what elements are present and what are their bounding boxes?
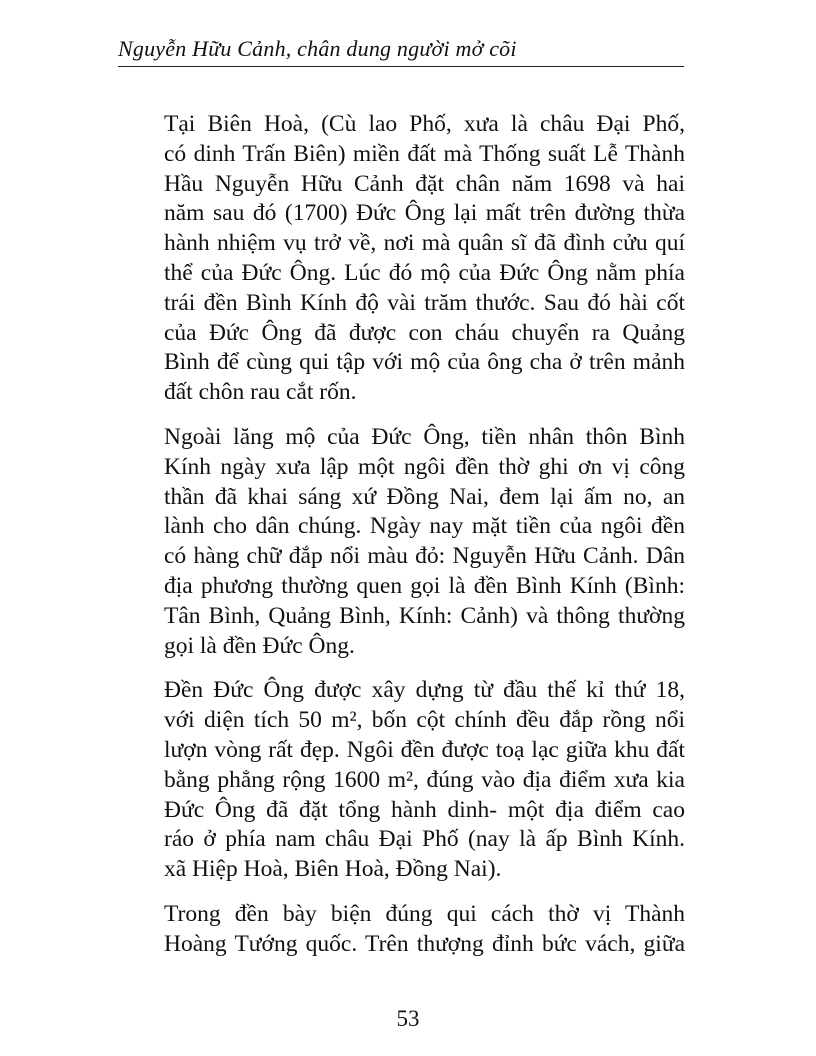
text-line: xã Hiệp Hoà, Biên Hoà, Đồng Nai). <box>164 856 502 883</box>
text-line: Bình để cùng qui tập với mộ của ông cha ở trên mảnh <box>164 349 685 376</box>
running-header: Nguyễn Hữu Cảnh, chân dung người mở cõi <box>118 36 517 61</box>
text-line: trái đền Bình Kính độ vài trăm thước. Sau đó hài cốt <box>164 289 685 316</box>
text-line: địa phương thường quen gọi là đền Bình Kính (Bình: <box>164 572 685 599</box>
text-line: ráo ở phía nam châu Đại Phố (nay là ấp Bình Kính. <box>164 826 685 853</box>
paragraph <box>150 110 685 408</box>
header-rule <box>118 66 684 67</box>
text-line: có dinh Trấn Biên) miền đất mà Thống suất Lễ Thành <box>164 140 685 167</box>
text-line: bằng phẳng rộng 1600 m², đúng vào địa điểm xưa kia <box>164 766 685 793</box>
text-line: Đức Ông đã đặt tổng hành dinh- một địa điểm cao <box>164 796 685 823</box>
text-line: Trong đền bày biện đúng qui cách thờ vị Thành <box>164 900 685 927</box>
text-line: lượn vòng rất đẹp. Ngôi đền được toạ lạc giữa khu đất <box>164 736 685 763</box>
text-line: có hàng chữ đắp nổi màu đỏ: Nguyễn Hữu Cảnh. Dân <box>164 543 685 570</box>
text-line: gọi là đền Đức Ông. <box>164 632 355 659</box>
text-line: với diện tích 50 m², bốn cột chính đều đắp rồng nổi <box>164 707 685 734</box>
text-line: thể của Đức Ông. Lúc đó mộ của Đức Ông nằm phía <box>164 259 685 286</box>
text-line: Hoàng Tướng quốc. Trên thượng đỉnh bức vách, giữa <box>164 930 685 957</box>
text-line: thần đã khai sáng xứ Đồng Nai, đem lại ấm no, an <box>164 483 685 510</box>
page-number: 53 <box>396 1006 420 1031</box>
text-line: Tại Biên Hoà, (Cù lao Phố, xưa là châu Đại Phố, <box>164 111 685 137</box>
text-line: của Đức Ông đã được con cháu chuyển ra Quảng <box>164 319 685 346</box>
paragraph <box>150 423 685 661</box>
body-text <box>150 110 685 960</box>
text-line: lành cho dân chúng. Ngày nay mặt tiền của ngôi đền <box>164 513 685 540</box>
text-line: Đền Đức Ông được xây dựng từ đầu thế kỉ thứ 18, <box>164 677 685 704</box>
paragraph <box>150 676 685 885</box>
text-line: năm sau đó (1700) Đức Ông lại mất trên đường thừa <box>164 200 685 227</box>
text-line: hành nhiệm vụ trở về, nơi mà quân sĩ đã đình cửu quí <box>164 230 685 257</box>
text-line: Kính ngày xưa lập một ngôi đền thờ ghi ơn vị công <box>164 453 685 480</box>
text-line: Ngoài lăng mộ của Đức Ông, tiền nhân thôn Bình <box>164 423 685 450</box>
text-line: Tân Bình, Quảng Bình, Kính: Cảnh) và thông thường <box>164 602 685 629</box>
text-line: Hầu Nguyễn Hữu Cảnh đặt chân năm 1698 và hai <box>164 170 685 197</box>
text-line: đất chôn rau cắt rốn. <box>164 379 357 406</box>
paragraph <box>150 900 685 960</box>
